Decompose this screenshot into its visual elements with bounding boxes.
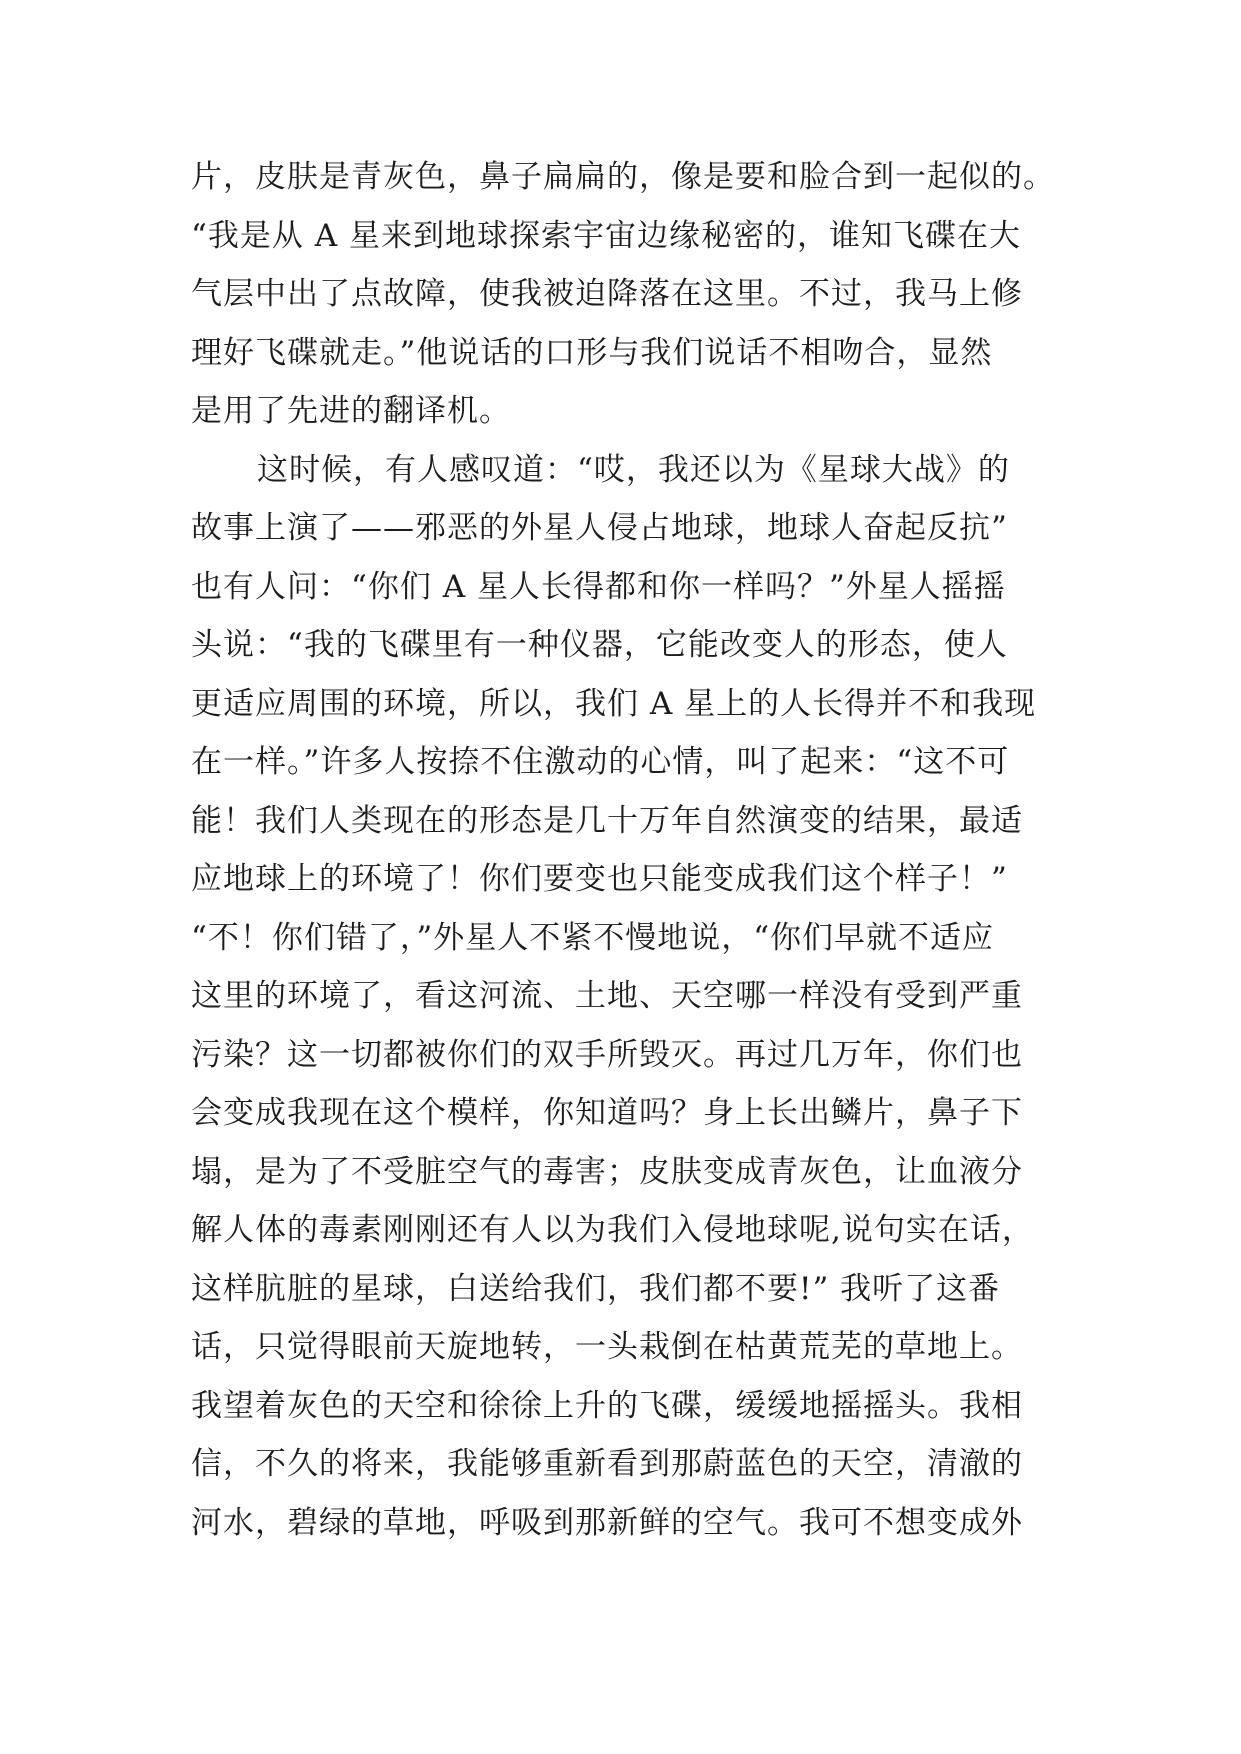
text-line: 河水，碧绿的草地，呼吸到那新鲜的空气。我可不想变成外	[191, 1504, 1023, 1541]
text-line: “不！你们错了，”外星人不紧不慢地说，“你们早就不适应	[191, 919, 995, 956]
text-line: 话，只觉得眼前天旋地转，一头栽倒在枯黄荒芜的草地上。	[191, 1329, 1023, 1365]
text-line: 片，皮肤是青灰色，鼻子扁扁的，像是要和脸合到一起似的。	[191, 159, 1055, 195]
text-line: 理好飞碟就走。”他说话的口形与我们说话不相吻合，显然	[191, 334, 993, 371]
text-line: 气层中出了点故障，使我被迫降落在这里。不过，我马上修	[191, 276, 1023, 312]
text-line: 故事上演了——邪恶的外星人侵占地球，地球人奋起反抗”	[191, 510, 1008, 546]
text-line: 这里的环境了，看这河流、土地、天空哪一样没有受到严重	[191, 978, 1023, 1014]
text-line: 更适应周围的环境，所以，我们 A 星上的人长得并不和我现	[191, 685, 1037, 722]
body-text	[191, 148, 1071, 1552]
text-line: “我是从 A 星来到地球探索宇宙边缘秘密的，谁知飞碟在大	[191, 217, 1021, 254]
text-line: 这样肮脏的星球，白送给我们，我们都不要!” 我听了这番	[191, 1270, 1001, 1307]
text-line: 我望着灰色的天空和徐徐上升的飞碟，缓缓地摇摇头。我相	[191, 1387, 1023, 1424]
text-line: 能！我们人类现在的形态是几十万年自然演变的结果，最适	[191, 802, 1023, 839]
text-line: 也有人问：“你们 A 星人长得都和你一样吗？”外星人摇摇	[191, 568, 1006, 605]
text-line: 在一样。”许多人按捺不住激动的心情，叫了起来：“这不可	[191, 744, 1010, 780]
text-line: 是用了先进的翻译机。	[191, 393, 511, 429]
paragraph-start-line: 这时候，有人感叹道：“哎，我还以为《星球大战》的	[257, 451, 1010, 488]
text-line: 解人体的毒素刚刚还有人以为我们入侵地球呢,说句实在话，	[191, 1212, 1034, 1248]
text-line: 会变成我现在这个模样，你知道吗？身上长出鳞片，鼻子下	[191, 1095, 1023, 1131]
text-line: 塌，是为了不受脏空气的毒害；皮肤变成青灰色，让血液分	[191, 1153, 1023, 1190]
text-line: 信，不久的将来，我能够重新看到那蔚蓝色的天空，清澈的	[191, 1446, 1023, 1482]
text-line: 应地球上的环境了！你们要变也只能变成我们这个样子！”	[191, 861, 1008, 897]
text-line: 污染？这一切都被你们的双手所毁灭。再过几万年，你们也	[191, 1036, 1023, 1073]
text-line: 头说：“我的飞碟里有一种仪器，它能改变人的形态，使人	[191, 627, 1008, 663]
